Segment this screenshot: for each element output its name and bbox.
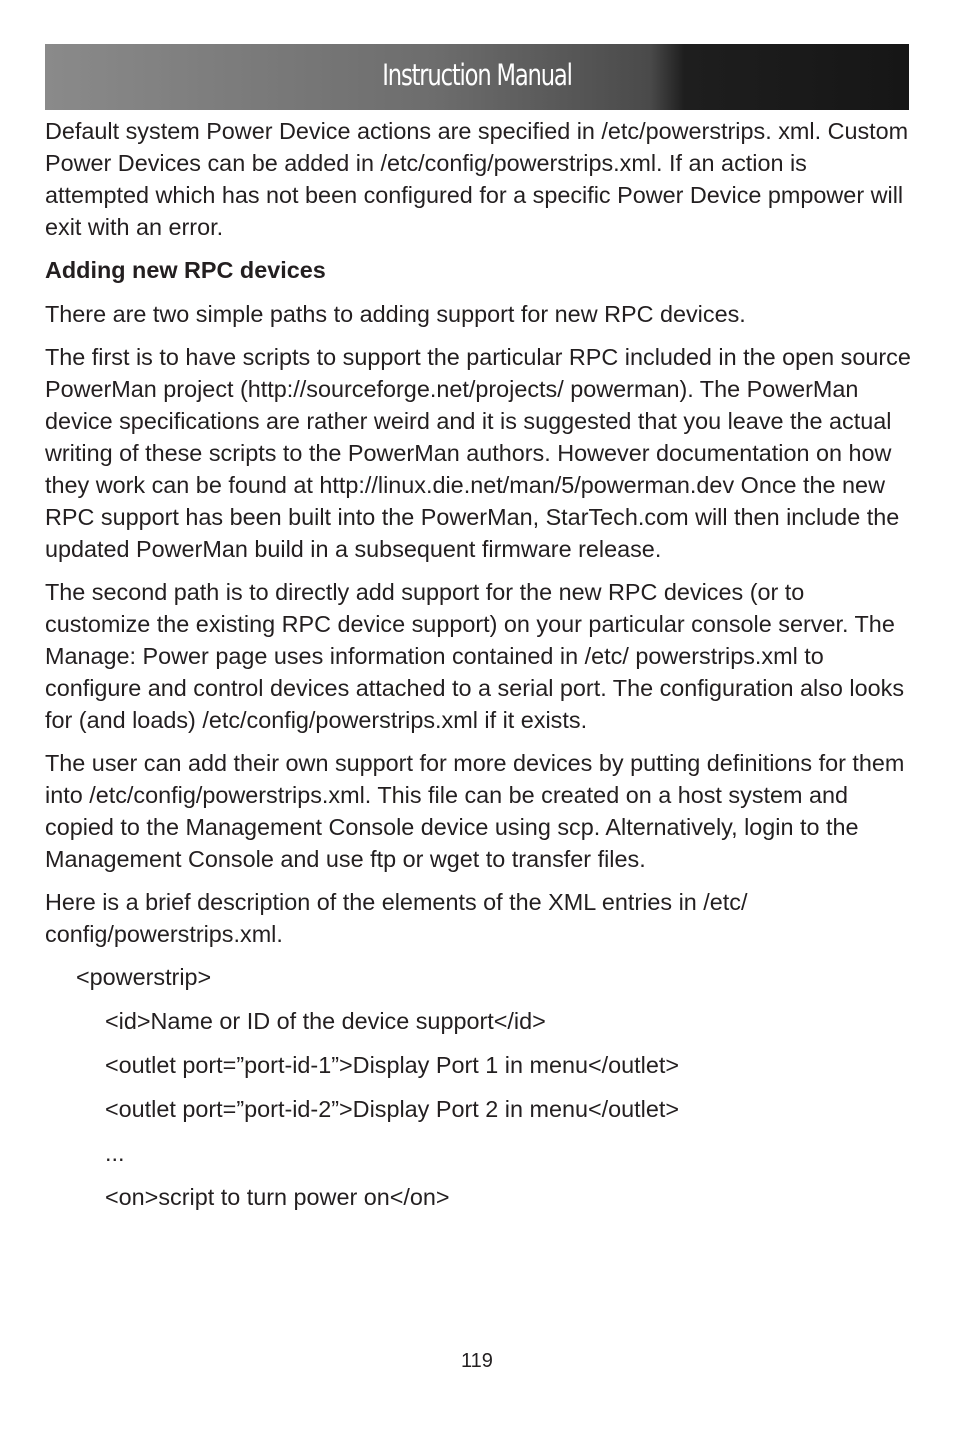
page-number: 119 [461,1350,493,1372]
paragraph-first-path: The first is to have scripts to support the particular RPC included in the open source PowerMan project (http://sourceforge.net/projects/ powerman). The PowerMan device specifications are rather weird and it is suggested that you leave the actual writing of these scripts to the PowerMan authors. However documentation on how they work can be found at http://linux.die.net/man/5/powerman.dev Once the new RPC support has been built into the PowerMan, StarTech.com will then include the updated PowerMan build in a subsequent firmware release. [45,344,911,562]
header-banner [45,44,909,110]
code-line-outlet-2: <outlet port=”port-id-2”>Display Port 2 in menu</outlet> [105,1096,680,1122]
paragraph-user-support: The user can add their own support for more devices by putting definitions for them into /etc/config/powerstrips.xml. This file can be created on a host system and copied to the Management Console device using scp. Alternatively, login to the Management Console and use ftp or wget to transfer files. [45,750,905,872]
code-line-id: <id>Name or ID of the device support</id> [105,1008,546,1034]
manual-title: Instruction Manual [382,58,572,92]
code-line-on: <on>script to turn power on</on> [105,1184,450,1210]
paragraph-default-actions: Default system Power Device actions are specified in /etc/powerstrips. xml. Custom Power Devices can be added in /etc/config/powerstrips.xml. If an action is attempted which has not been configured for a specific Power Device pmpower will exit with an error. [45,118,909,240]
code-line-powerstrip: <powerstrip> [76,964,212,990]
code-line-outlet-1: <outlet port=”port-id-1”>Display Port 1 in menu</outlet> [105,1052,680,1078]
paragraph-second-path: The second path is to directly add support for the new RPC devices (or to customize the existing RPC device support) on your particular console server. The Manage: Power page uses information contained in /etc/ powerstrips.xml to configure and control devices attached to a serial port. The configuration also looks for (and loads) /etc/config/powerstrips.xml if it exists. [45,579,905,733]
paragraph-xml-description: Here is a brief description of the elements of the XML entries in /etc/ config/powerstrips.xml. [45,889,748,947]
section-heading: Adding new RPC devices [45,257,326,283]
page-content [45,115,915,1225]
code-line-ellipsis: ... [105,1140,125,1166]
paragraph-two-paths: There are two simple paths to adding support for new RPC devices. [45,301,746,327]
